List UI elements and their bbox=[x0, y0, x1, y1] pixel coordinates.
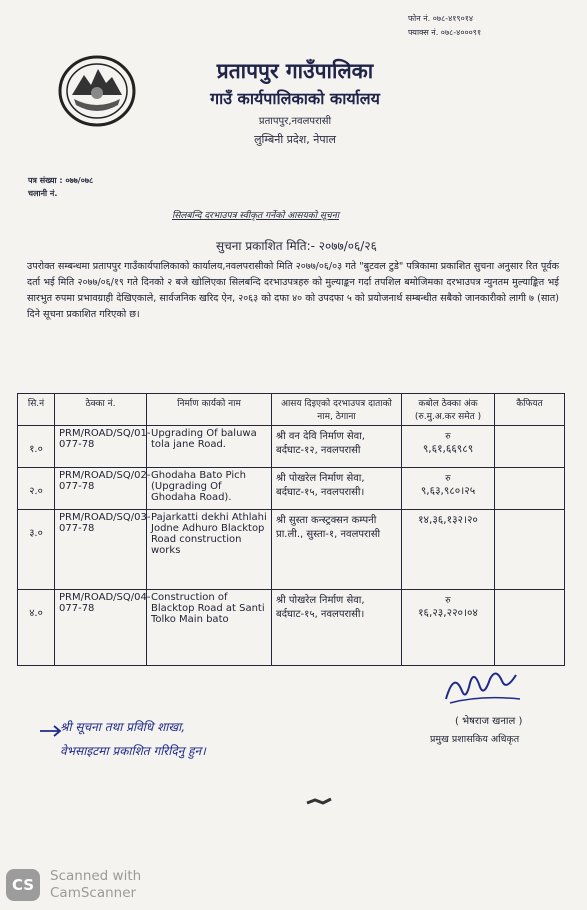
row-sn: २.० bbox=[18, 468, 55, 510]
office-address: प्रतापपुर,नवलपरासी bbox=[258, 116, 332, 127]
letter-number: पत्र संख्या : ०७७/०७८ bbox=[28, 176, 94, 185]
ink-smudge bbox=[305, 797, 333, 807]
phone-number: फोन नं. ०७८-४१९०१४ bbox=[408, 14, 474, 23]
row-contract-no: PRM/ROAD/SQ/02-077-78 bbox=[55, 468, 147, 510]
table-row bbox=[18, 510, 565, 590]
header-contract-no: ठेक्का नं. bbox=[55, 394, 147, 426]
province-line: लुम्बिनी प्रदेश, नेपाल bbox=[254, 133, 336, 146]
row-amount: ९,६१,६६९८९ bbox=[422, 443, 474, 455]
row-remarks bbox=[495, 510, 565, 590]
municipality-emblem-icon bbox=[58, 55, 136, 127]
row-remarks bbox=[495, 426, 565, 468]
row-sn: १.० bbox=[18, 426, 55, 468]
office-title: गाउँ कार्यपालिकाको कार्यालय bbox=[210, 89, 380, 108]
handwritten-note-line1: श्री सूचना तथा प्रविधि शाखा, bbox=[60, 720, 186, 734]
table-row bbox=[18, 468, 565, 510]
row-contract-no: PRM/ROAD/SQ/01-077-78 bbox=[55, 426, 147, 468]
handwritten-signature bbox=[440, 661, 525, 706]
camscanner-logo-icon: CS bbox=[6, 869, 40, 901]
handwritten-note-line2: वेभसाइटमा प्रकाशित गरिदिनु हुन। bbox=[60, 744, 206, 758]
row-work-name: Pajarkatti dekhi Athlahi Jodne Adhuro Blacktop Road construction works bbox=[147, 510, 272, 590]
row-bidder: श्री सुस्ता कन्स्ट्रक्सन कम्पनी प्रा.ली., सुस्ता-१, नवलपरासी bbox=[272, 510, 402, 590]
row-contract-no: PRM/ROAD/SQ/04-077-78 bbox=[55, 590, 147, 666]
header-work-name: निर्माण कार्यको नाम bbox=[147, 394, 272, 426]
scanner-line1: Scanned with bbox=[50, 868, 142, 884]
row-amount-cell bbox=[402, 510, 495, 590]
table-row bbox=[18, 590, 565, 666]
row-amount-cell bbox=[402, 426, 495, 468]
row-work-name: Construction of Blacktop Road at Santi Tolko Main bato bbox=[147, 590, 272, 666]
row-work-name: Upgrading Of baluwa tola jane Road. bbox=[147, 426, 272, 468]
dispatch-number: चलानी नं. bbox=[28, 189, 58, 198]
currency-symbol: रु bbox=[445, 474, 451, 484]
officer-title: प्रमुख प्रशासकिय अधिकृत bbox=[430, 734, 520, 745]
row-remarks bbox=[495, 468, 565, 510]
row-contract-no: PRM/ROAD/SQ/03-077-78 bbox=[55, 510, 147, 590]
row-amount: १४,३६,१३२।२० bbox=[418, 514, 478, 526]
row-bidder: श्री वन देवि निर्माण सेवा, बर्दघाट-१२, नवलपरासी bbox=[272, 426, 402, 468]
row-bidder: श्री पोखरेल निर्माण सेवा, बर्दघाट-१५, नवलपरासी। bbox=[272, 468, 402, 510]
row-remarks bbox=[495, 590, 565, 666]
row-amount: १६,२३,२२०।०४ bbox=[418, 607, 478, 619]
row-sn: ४.० bbox=[18, 590, 55, 666]
row-bidder: श्री पोखरेल निर्माण सेवा, बर्दघाट-१५, नवलपरासी। bbox=[272, 590, 402, 666]
header-bidder: आसय दिइएको दरभाउपत्र दाताको नाम, ठेगाना bbox=[272, 394, 402, 426]
row-amount-cell bbox=[402, 590, 495, 666]
header-remarks: कैफियत bbox=[495, 394, 565, 426]
bid-table bbox=[17, 393, 565, 666]
row-amount-cell bbox=[402, 468, 495, 510]
table-header-row bbox=[18, 394, 565, 426]
notice-body: उपरोक्त सम्बन्धमा प्रतापपुर गाउँकार्यपालिकाको कार्यालय,नवलपरासीको मिति २०७७/०६/०३ गते "बुटवल टुडे" पत्रिकामा प्रकाशित सुचना अनुसार रित पूर्वक दर्ता भई मिति २०७७/०६/१९ गते दिनको २ बजे खोलिएका सिलबन्दि दरभाउपत्रहरु को मुल्याङ्कन गर्दा तपशिल बमोजिमका दरभाउपत्र न्युनतम मुल्याङ्कित भई सारभुत रुपमा प्रभावग्राही देखिएकाले, सार्वजनिक खरिद ऐन, २०६३ को दफा ४० को उपदफा ५ को प्रयोजनार्थ सम्बन्धीत सबैको जानकारीको लागी ७ (सात) दिने सूचना प्रकाशित गरिएको छ। bbox=[27, 261, 559, 320]
row-sn: ३.० bbox=[18, 510, 55, 590]
fax-number: फ्याक्स नं. ०७८-४०००९१ bbox=[408, 28, 482, 37]
header-amount: कबोल ठेक्का अंक (रु.मु.अ.कर समेत ) bbox=[402, 394, 495, 426]
row-work-name: Ghodaha Bato Pich (Upgrading Of Ghodaha Road). bbox=[147, 468, 272, 510]
officer-name: ( भेषराज खनाल ) bbox=[455, 716, 523, 727]
contact-info bbox=[408, 12, 481, 40]
row-amount: ९,६३,९८०।२५ bbox=[420, 485, 476, 497]
table-row bbox=[18, 426, 565, 468]
header-sn: सि.नं bbox=[18, 394, 55, 426]
scanner-line2: CamScanner bbox=[50, 885, 137, 901]
currency-symbol: रु bbox=[445, 432, 451, 442]
municipality-title: प्रतापपुर गाउँपालिका bbox=[216, 59, 374, 83]
publish-date: सुचना प्रकाशित मिति:- २०७७/०६/२६ bbox=[216, 239, 377, 253]
currency-symbol: रु bbox=[445, 596, 451, 606]
notice-subject: सिलबन्दि दरभाउपत्र स्वीकृत गर्नेको आसयको सूचना bbox=[172, 211, 340, 221]
